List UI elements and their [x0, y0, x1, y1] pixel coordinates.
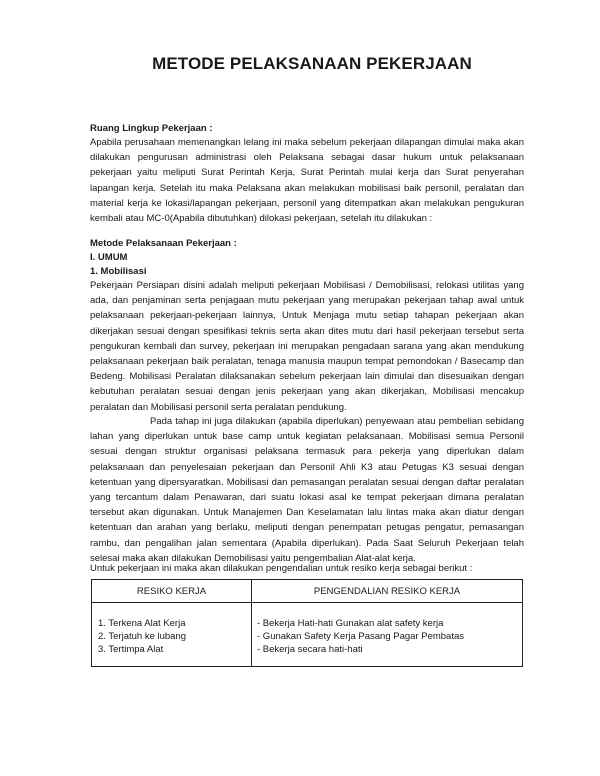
method-heading: Metode Pelaksanaan Pekerjaan : [90, 238, 237, 249]
control-column-header: PENGENDALIAN RESIKO KERJA [313, 586, 461, 597]
risk-column-header: RESIKO KERJA [136, 586, 207, 597]
table-header-divider [92, 602, 522, 603]
list-item: 1. Terkena Alat Kerja [98, 618, 186, 629]
section-heading: I. UMUM [90, 252, 128, 263]
page-title: METODE PELAKSANAAN PEKERJAAN [152, 54, 472, 73]
control-list [257, 617, 464, 656]
list-item: - Gunakan Safety Kerja Pasang Pagar Pembatas [257, 631, 465, 642]
basecamp-paragraph: Pada tahap ini juga dilakukan (apabila diperlukan) penyewaan atau pembelian sebidang lahan yang diperlukan untuk base camp untuk kegiatan pelaksanaan. Mobilisasi semua Personil sesuai dengan struktur organisasi pelaksana termasuk para pekerja yang diperlukan dalam pelaksanaan dan penyelesaian pekerjaan dan Personil Ahli K3 atau Petugas K3 sesuai dengan ketentuan yang dipersyaratkan. Mobilisasi dan pemasangan peralatan sesuai dengan daftar peralatan yang tercantum dalam Penawaran, dari suatu lokasi asal ke tempat pekerjaan dimana peralatan tersebut akan digunakan. Untuk Manajemen Dan Keselamatan lalu lintas maka akan diatur dengan ketentuan dan arahan yang berlaku, meliputi dengan penempatan petugas pengatur, pemasangan rambu, dan pengalihan jalan sementara (Apabila diperlukan). Pada Saat Seluruh Pekerjaan telah selesai maka akan dilakukan Demobilisasi yaitu pengembalian Alat-alat kerja. [90, 416, 524, 564]
risk-list [98, 617, 186, 656]
scope-heading: Ruang Lingkup Pekerjaan : [90, 123, 213, 134]
subsection-heading: 1. Mobilisasi [90, 266, 147, 277]
risk-table [91, 579, 523, 667]
mobilization-paragraph: Pekerjaan Persiapan disini adalah meliputi pekerjaan Mobilisasi / Demobilisasi, relokasi utilitas yang ada, dan penjaminan serta penjagaan mutu pekerjaan yang merupakan pekerjaan tahap awal untuk pelaksanaan pekerjaan-pekerjaan lainnya, Untuk Menjaga mutu setiap tahapan pekerjaan akan dikerjakan sesuai dengan spesifikasi teknis serta akan dites mutu dari hasil pekerjaan tersebut serta pengukuran kembali dan survey, pekerjaan ini merupakan pengadaan sarana yang akan mendukung pelaksanaan pekerjaan baik peralatan, tenaga manusia maupun tempat pemondokan / Basecamp dan Bedeng. Mobilisasi Peralatan dilaksanakan sebelum pekerjaan lain dimulai dan disesuaikan dengan kebutuhan peralatan sesuai dengan jenis pekerjaan yang akan dikerjakan, Mobilisasi mencakup peralatan dan Mobilisasi personil serta peralatan pendukung. [90, 280, 524, 413]
scope-paragraph: Apabila perusahaan memenangkan lelang ini maka sebelum pekerjaan dilapangan dimulai maka akan dilakukan pengurusan administrasi oleh Pelaksana sebagai dasar hukum untuk pelaksanaan pekerjaan yaitu meliputi Surat Perintah Kerja, Surat Perintah mulai kerja dan Surat penyerahan lapangan kerja. Setelah itu maka Pelaksana akan melakukan mobilisasi baik personil, peralatan dan material kerja ke lokasi/lapangan pekerjaan, personil yang ditempatkan akan melakukan pengukuran kembali atau MC-0(Apabila dibutuhkan) dilokasi pekerjaan, setelah itu dilakukan : [90, 137, 524, 225]
list-item: 3. Tertimpa Alat [98, 644, 164, 655]
list-item: - Bekerja Hati-hati Gunakan alat safety kerja [257, 618, 444, 629]
list-item: - Bekerja secara hati-hati [257, 644, 363, 655]
list-item: 2. Terjatuh ke lubang [98, 631, 187, 642]
table-intro: Untuk pekerjaan ini maka akan dilakukan pengendalian untuk resiko kerja sebagai berikut : [90, 563, 473, 574]
